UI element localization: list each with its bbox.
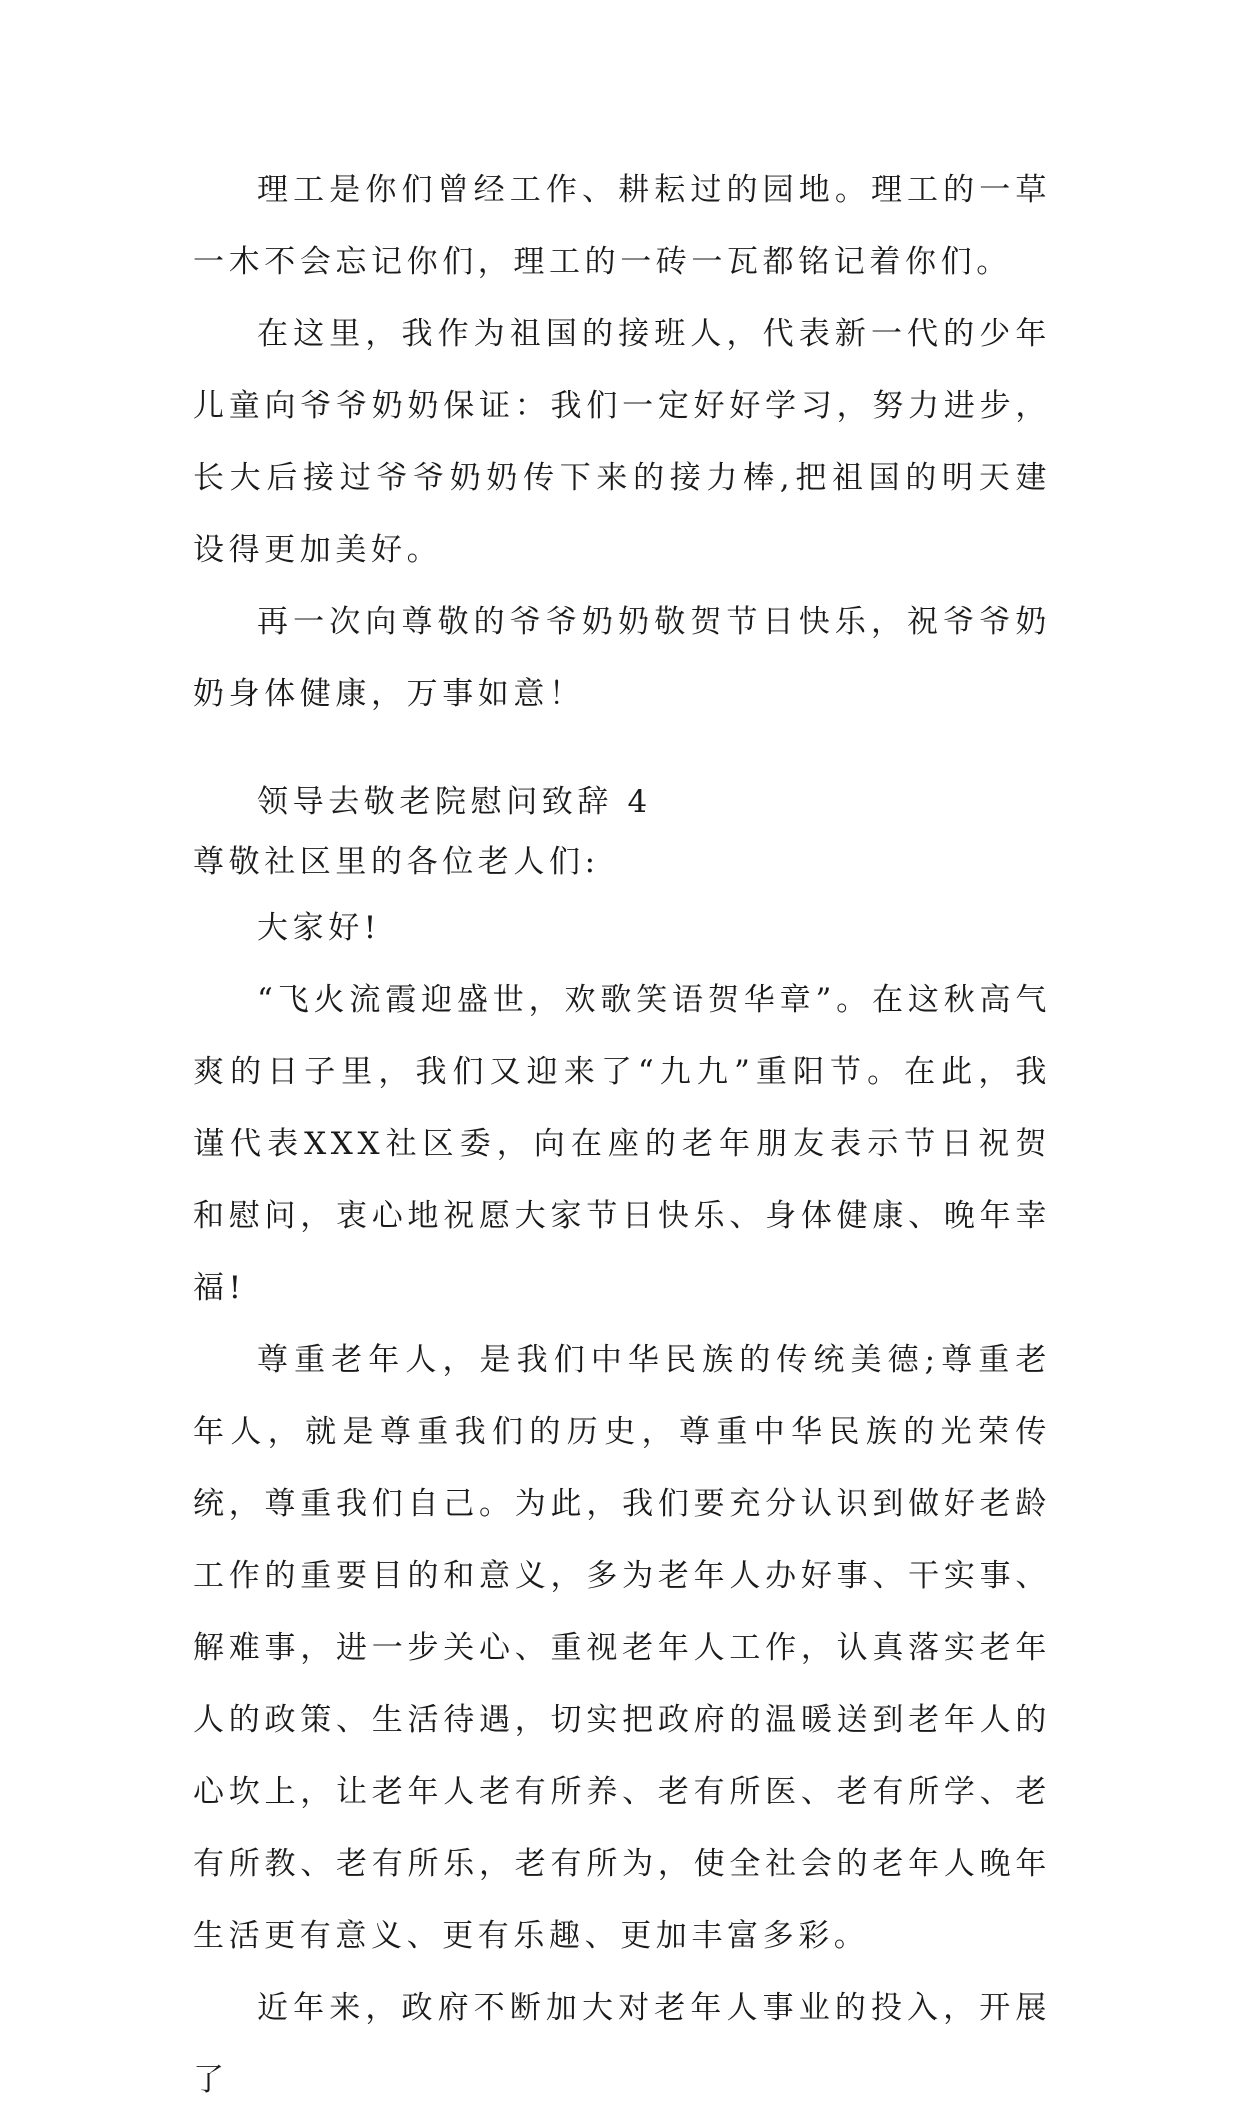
section-spacer bbox=[193, 730, 1051, 772]
paragraph: 近年来，政府不断加大对老年人事业的投入，开展了 bbox=[193, 1990, 1051, 2098]
paragraph: 再一次向尊敬的爷爷奶奶敬贺节日快乐，祝爷爷奶奶身体健康，万事如意！ bbox=[193, 604, 1051, 712]
greeting: 大家好! bbox=[257, 910, 381, 946]
paragraph: 在这里，我作为祖国的接班人，代表新一代的少年儿童向爷爷奶奶保证：我们一定好好学习，努力进步，长大后接过爷爷奶奶传下来的接力棒,把祖国的明天建设得更加美好。 bbox=[193, 316, 1051, 568]
paragraph: “飞火流霞迎盛世，欢歌笑语贺华章”。在这秋高气爽的日子里，我们又迎来了“九九”重阳节。在此，我谨代表XXX社区委，向在座的老年朋友表示节日祝贺和慰问，衷心地祝愿大家节日快乐、身体健康、晚年幸福! bbox=[193, 982, 1051, 1306]
paragraph: 尊重老年人，是我们中华民族的传统美德;尊重老年人，就是尊重我们的历史，尊重中华民族的光荣传统，尊重我们自己。为此，我们要充分认识到做好老龄工作的重要目的和意义，多为老年人办好事、干实事、解难事，进一步关心、重视老年人工作，认真落实老年人的政策、生活待遇，切实把政府的温暖送到老年人的心坎上，让老年人老有所养、老有所医、老有所学、老有所教、老有所乐，老有所为，使全社会的老年人晚年生活更有意义、更有乐趣、更加丰富多彩。 bbox=[193, 1342, 1051, 1954]
salutation: 尊敬社区里的各位老人们: bbox=[193, 844, 600, 880]
document-body bbox=[193, 154, 1051, 2116]
section-title: 领导去敬老院慰问致辞 4 bbox=[257, 784, 652, 820]
paragraph: 理工是你们曾经工作、耕耘过的园地。理工的一草一木不会忘记你们，理工的一砖一瓦都铭记着你们。 bbox=[193, 172, 1051, 280]
